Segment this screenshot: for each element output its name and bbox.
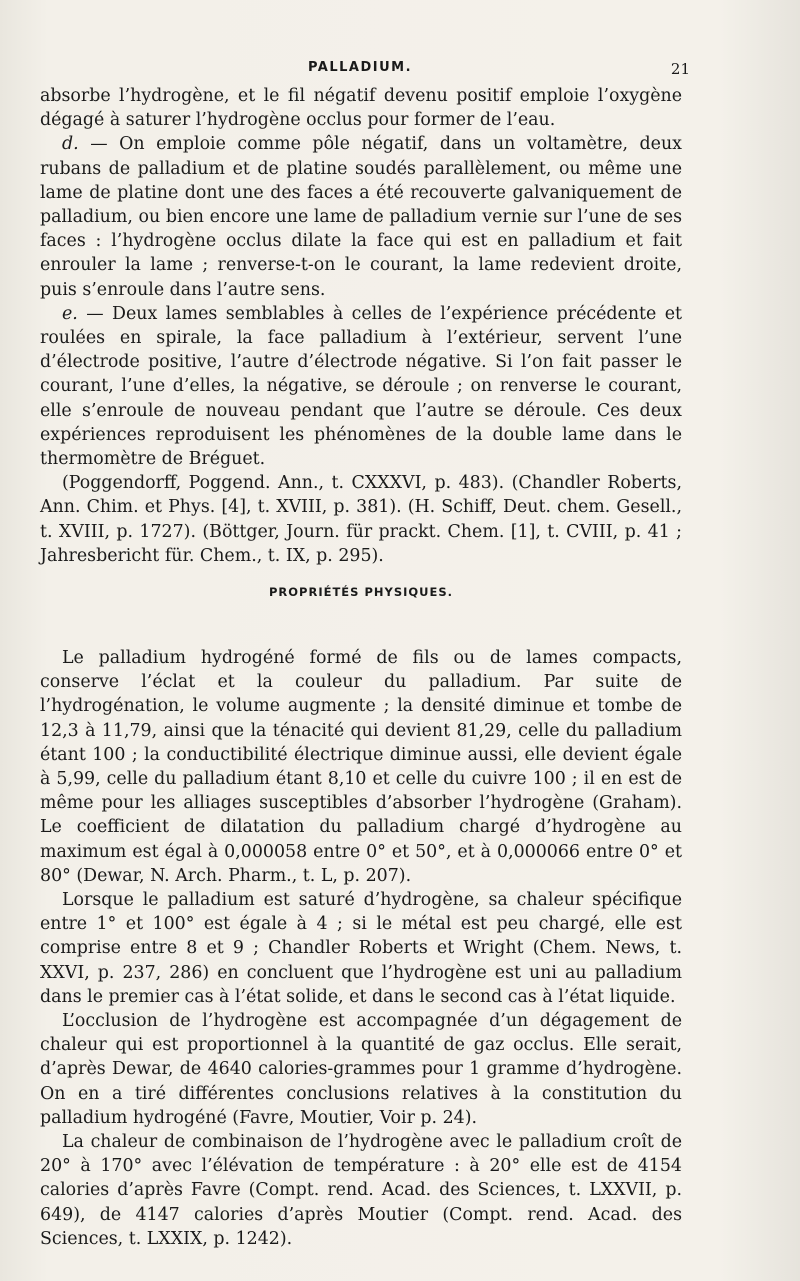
paragraph-e-text: — Deux lames semblables à celles de l’expérience précédente et roulées en spirale, la face palladium à l’extérieur, servent l’une d’électrode positive, l’autre d’électrode négative. Si l’on fait passer le courant, l’une d’elles, la négative, se déroule ; on renverse le courant, elle s’enroule de nouveau pendant que l’autre se déroule. Ces deux expériences reproduisent les phénomènes de la double lame dans le thermomètre de Bréguet. <box>40 303 682 470</box>
paragraph-d-text: — On emploie comme pôle négatif, dans un voltamètre, deux rubans de palladium et de platine soudés parallèlement, ou même une lame de platine dont une des faces a été recouverte galvaniquement de palladium, ou bien encore une lame de palladium vernie sur l’une de ses faces : l’hydrogène occlus dilate la face qui est en palladium et fait enrouler la lame ; renverse-t-on le courant, la lame redevient droite, puis s’enroule dans l’autre sens. <box>40 134 682 300</box>
references-paragraph: (Poggendorff, Poggend. Ann., t. CXXXVI, p. 483). (Chandler Roberts, Ann. Chim. et Phys. [4], t. XVIII, p. 381). (H. Schiff, Deut. chem. Gesell., t. XVIII, p. 1727). (Böttger, Journ. für prackt. Chem. [1], t. CVIII, p. 41 ; Jahresbericht für. Chem., t. IX, p. 295). <box>40 473 682 566</box>
running-title: PALLADIUM. <box>307 60 413 75</box>
paragraph-d <box>40 132 682 301</box>
paragraph-combination-heat: La chaleur de combinaison de l’hydrogène avec le palladium croît de 20° à 170° avec l’élévation de température : à 20° elle est de 4154 calories d’après Favre (Compt. rend. Acad. des Sciences, t. LXXVII, p. 649), de 4147 calories d’après Moutier (Compt. rend. Acad. des Sciences, t. LXXIX, p. 1242). <box>40 1132 682 1249</box>
top-text-block <box>40 84 682 568</box>
paragraph-e <box>40 302 682 471</box>
paragraph-properties: Le palladium hydrogéné formé de fils ou de lames compacts, conserve l’éclat et la couleur du palladium. Par suite de l’hydrogénation, le volume augmente ; la densité diminue et tombe de 12,3 à 11,79, ainsi que la ténacité qui devient 81,29, celle du palladium étant 100 ; la conductibilité électrique diminue aussi, elle devient égale à 5,99, celle du palladium étant 8,10 et celle du cuivre 100 ; il en est de même pour les alliages susceptibles d’absorber l’hydrogène (Graham). Le coefficient de dilatation du palladium chargé d’hydrogène au maximum est égal à 0,000058 entre 0° et 50°, et à 0,000066 entre 0° et 80° (Dewar, N. Arch. Pharm., t. L, p. 207). <box>40 648 682 886</box>
paragraph-specific-heat: Lorsque le palladium est saturé d’hydrogène, sa chaleur spécifique entre 1° et 100° est égale à 4 ; si le métal est peu chargé, elle est comprise entre 8 et 9 ; Chandler Roberts et Wright (Chem. News, t. XXVI, p. 237, 286) en concluent que l’hydrogène est uni au palladium dans le premier cas à l’état solide, et dans le second cas à l’état liquide. <box>40 890 682 1007</box>
paragraph-continued: absorbe l’hydrogène, et le fil négatif devenu positif emploie l’oxygène dégagé à saturer l’hydrogène occlus pour former de l’eau. <box>40 86 682 131</box>
page-number: 21 <box>670 60 690 78</box>
section-heading: PROPRIÉTÉS PHYSIQUES. <box>268 585 454 599</box>
running-head <box>40 60 690 84</box>
paragraph-occlusion: L’occlusion de l’hydrogène est accompagnée d’un dégagement de chaleur qui est proportionnel à la quantité de gaz occlus. Elle serait, d’après Dewar, de 4640 calories-grammes pour 1 gramme d’hydrogène. On en a tiré différentes conclusions relatives à la constitution du palladium hydrogéné (Favre, Moutier, Voir p. 24). <box>40 1011 682 1128</box>
bottom-text-block <box>40 646 682 1251</box>
item-label-d: d. <box>62 134 79 155</box>
item-label-e: e. <box>62 303 78 324</box>
